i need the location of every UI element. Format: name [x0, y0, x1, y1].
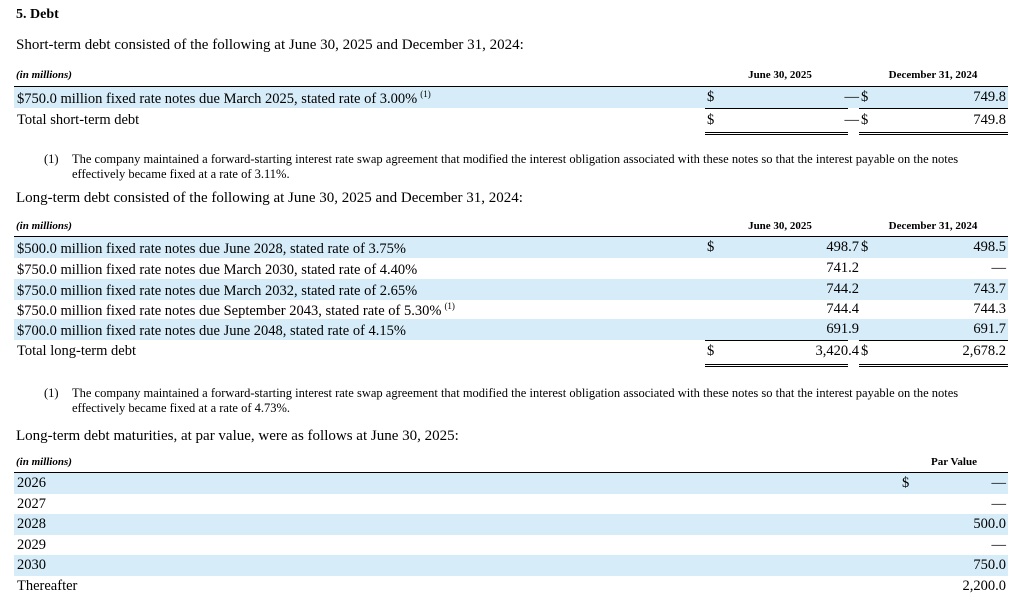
row-label: 2027 [17, 496, 46, 512]
par-value: — [991, 496, 1006, 512]
currency-symbol: $ [861, 239, 869, 255]
total-june: — [844, 112, 859, 128]
footnote-number: (1) [44, 152, 59, 166]
par-value: — [991, 475, 1006, 491]
value-december: 498.5 [973, 239, 1006, 255]
total-double-rule [705, 132, 848, 135]
table-row [14, 258, 1008, 279]
row-label: $700.0 million fixed rate notes due June 2048, stated rate of 4.15% [17, 323, 406, 339]
long-term-footnote [44, 386, 984, 416]
short-term-col-june: June 30, 2025 [748, 69, 812, 81]
total-double-rule [859, 132, 1008, 135]
table-row [14, 473, 1008, 494]
footnote-text: The company maintained a forward-starting interest rate swap agreement that modified the interest obligation associated with these notes so that the interest payable on the notes effectively became fixed at a rate of 4.73%. [72, 386, 959, 415]
long-term-col-december: December 31, 2024 [888, 220, 978, 232]
table-row [14, 494, 1008, 515]
table-row [14, 319, 1008, 340]
total-december: 2,678.2 [962, 343, 1006, 359]
table-row [14, 299, 1008, 320]
table-row [14, 87, 1008, 108]
value-june: 744.2 [826, 281, 859, 297]
row-label: $750.0 million fixed rate notes due March 2025, stated rate of 3.00% $^{(1)}$ [17, 89, 431, 107]
row-label: 2029 [17, 537, 46, 553]
maturities-unit-label: (in millions) [16, 456, 72, 468]
row-label: 2028 [17, 516, 46, 532]
table-row [14, 576, 1008, 597]
total-label: Total short-term debt [17, 112, 140, 128]
row-label: 2026 [17, 475, 46, 491]
par-value: — [991, 537, 1006, 553]
value-december: 744.3 [973, 301, 1006, 317]
currency-symbol: $ [861, 112, 869, 128]
table-row [14, 555, 1008, 576]
value-december: 749.8 [973, 89, 1006, 105]
par-value: 2,200.0 [962, 578, 1006, 594]
long-term-unit-label: (in millions) [16, 220, 72, 232]
currency-symbol: $ [861, 89, 869, 105]
total-december: 749.8 [973, 112, 1006, 128]
row-label: Thereafter [17, 578, 78, 594]
table-row [14, 237, 1008, 258]
value-june: 741.2 [826, 260, 859, 276]
table-row [14, 514, 1008, 535]
short-term-col-december: December 31, 2024 [888, 69, 978, 81]
total-june: 3,420.4 [815, 343, 859, 359]
table-row [14, 535, 1008, 556]
long-term-intro: Long-term debt consisted of the following at June 30, 2025 and December 31, 2024: [16, 190, 523, 206]
currency-symbol: $ [861, 343, 869, 359]
row-label: $750.0 million fixed rate notes due September 2043, stated rate of 5.30% $^{(1)}$ [17, 301, 455, 319]
total-row [14, 110, 1008, 131]
subtotal-rule [859, 108, 1008, 109]
short-term-intro: Short-term debt consisted of the following at June 30, 2025 and December 31, 2024: [16, 37, 524, 53]
total-double-rule [705, 364, 848, 367]
value-june: 691.9 [826, 321, 859, 337]
currency-symbol: $ [902, 475, 910, 491]
footnote-number: (1) [44, 386, 59, 400]
currency-symbol: $ [707, 89, 715, 105]
table-row [14, 279, 1008, 300]
value-december: — [991, 260, 1006, 276]
value-june: 498.7 [826, 239, 859, 255]
row-label: $500.0 million fixed rate notes due June 2028, stated rate of 3.75% [17, 241, 406, 257]
section-heading: 5. Debt [16, 7, 59, 22]
currency-symbol: $ [707, 112, 715, 128]
short-term-footnote [44, 152, 984, 182]
row-label: 2030 [17, 557, 46, 573]
footnote-ref: (1) [444, 301, 455, 311]
maturities-intro: Long-term debt maturities, at par value, were as follows at June 30, 2025: [16, 428, 459, 444]
value-june: — [844, 89, 859, 105]
total-double-rule [859, 364, 1008, 367]
footnote-ref: (1) [420, 89, 431, 99]
par-value: 750.0 [973, 557, 1006, 573]
row-label: $750.0 million fixed rate notes due March 2032, stated rate of 2.65% [17, 283, 418, 299]
currency-symbol: $ [707, 239, 715, 255]
value-december: 691.7 [973, 321, 1006, 337]
row-label: $750.0 million fixed rate notes due March 2030, stated rate of 4.40% [17, 262, 418, 278]
total-label: Total long-term debt [17, 343, 136, 359]
currency-symbol: $ [707, 343, 715, 359]
long-term-col-june: June 30, 2025 [748, 220, 812, 232]
total-row [14, 341, 1008, 362]
maturities-col-par-value: Par Value [931, 456, 977, 468]
value-june: 744.4 [826, 301, 859, 317]
footnote-text: The company maintained a forward-starting interest rate swap agreement that modified the interest obligation associated with these notes so that the interest payable on the notes effectively became fixed at a rate of 3.11%. [72, 152, 959, 181]
par-value: 500.0 [973, 516, 1006, 532]
subtotal-rule [705, 108, 848, 109]
value-december: 743.7 [973, 281, 1006, 297]
short-term-unit-label: (in millions) [16, 69, 72, 81]
